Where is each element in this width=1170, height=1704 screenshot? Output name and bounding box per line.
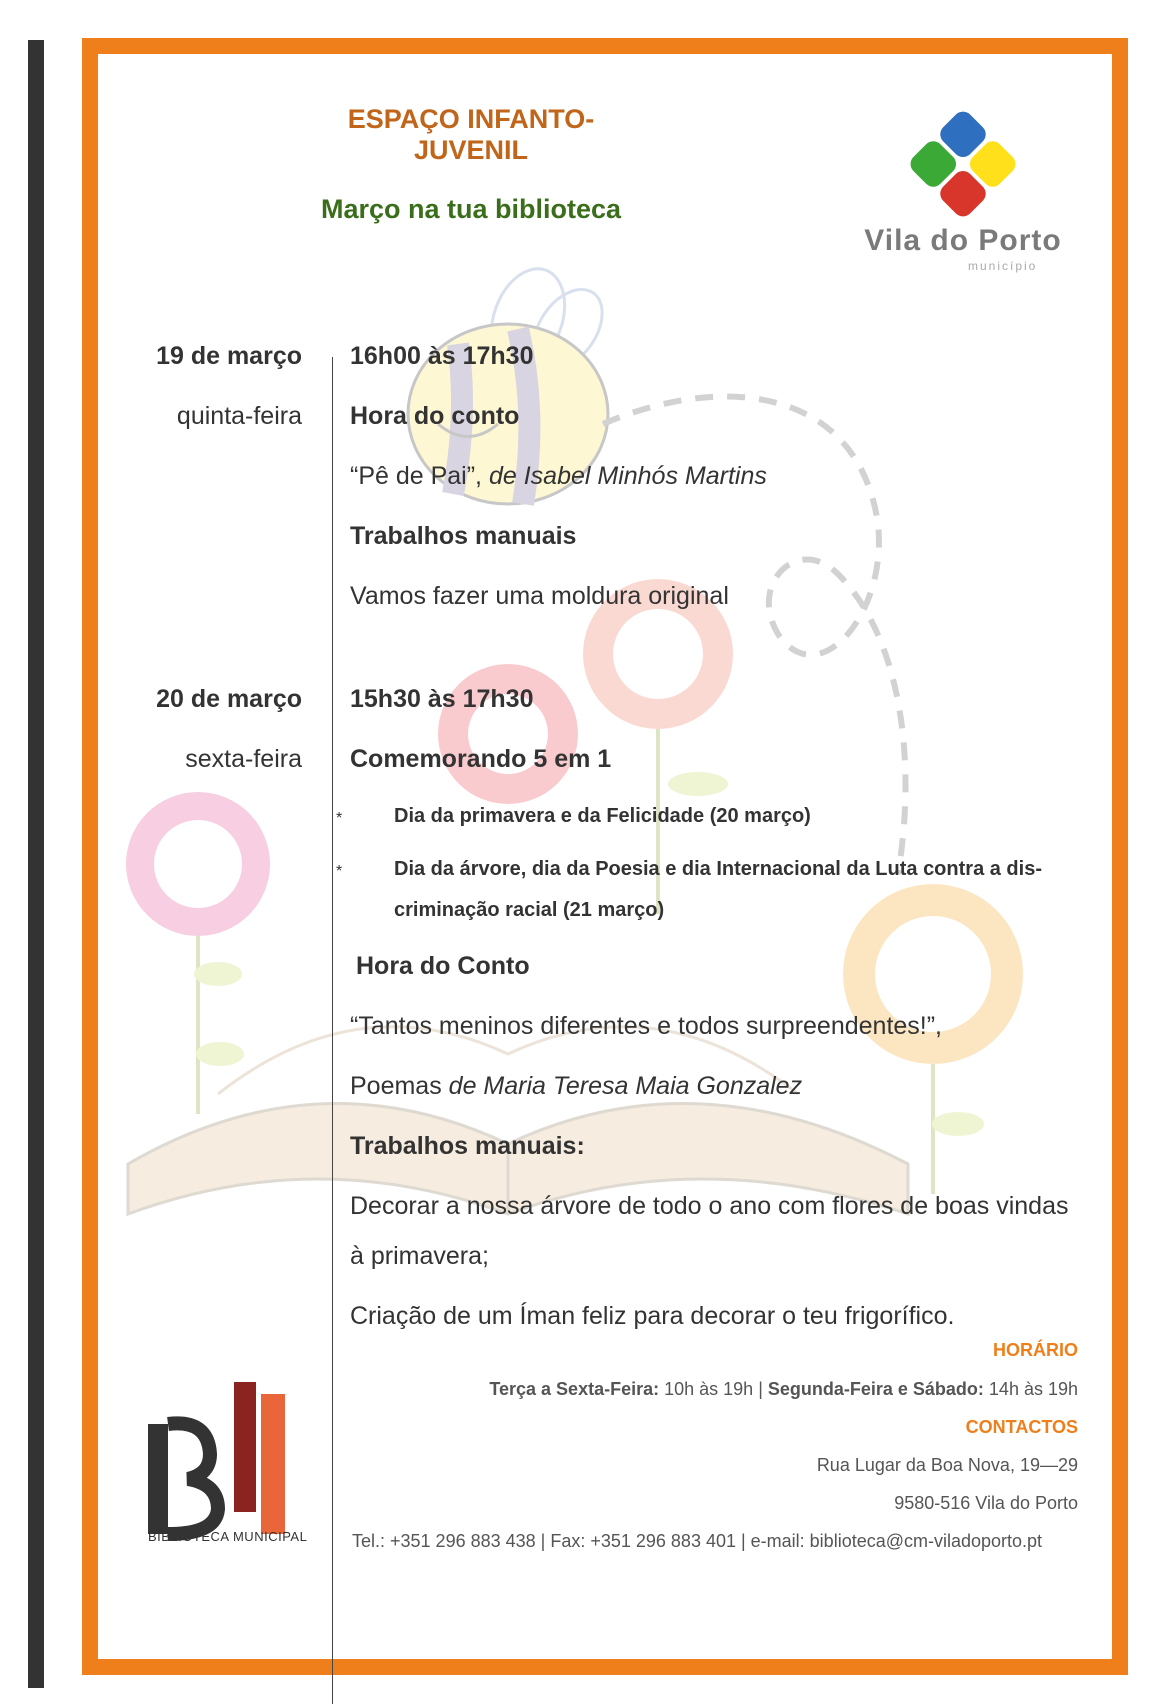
municipality-subtext: município xyxy=(968,259,1038,273)
event2-poems-author: de Maria Teresa Maia Gonzalez xyxy=(448,1072,803,1100)
library-logo-text: BIBLIOTECA MUNICIPAL xyxy=(148,1529,308,1544)
bullet-marker: * xyxy=(336,863,343,880)
event1-story-book xyxy=(350,462,767,491)
municipality-name: Vila do Porto xyxy=(864,224,1062,257)
event1-story-heading: Hora do conto xyxy=(350,402,520,430)
event2-poems-prefix: Poemas xyxy=(350,1072,449,1100)
left-edge-bar xyxy=(28,40,44,1688)
contacts-heading: CONTACTOS xyxy=(965,1417,1078,1437)
event2-time: 15h30 às 17h30 xyxy=(350,685,534,713)
flower-magenta-icon xyxy=(126,792,270,1114)
event1-crafts-text: Vamos fazer uma moldura original xyxy=(350,582,729,610)
event1-weekday: quinta-feira xyxy=(176,402,302,430)
event2-story-heading: Hora do Conto xyxy=(356,952,530,980)
biblioteca-logo-icon xyxy=(148,1374,308,1544)
event2-date: 20 de março xyxy=(156,685,302,713)
poster-frame xyxy=(82,38,1128,1675)
event1-story-author: de Isabel Minhós Martins xyxy=(482,462,767,490)
hours-label-1: Terça a Sexta-Feira: xyxy=(489,1379,660,1399)
event2-heading: Comemorando 5 em 1 xyxy=(350,745,612,773)
event2-crafts-heading: Trabalhos manuais: xyxy=(350,1132,585,1160)
address-line-2: 9580-516 Vila do Porto xyxy=(894,1493,1078,1513)
event2-poems xyxy=(350,1072,802,1101)
event2-bullet-1: Dia da primavera e da Felicidade (20 março) xyxy=(394,805,811,827)
event2-weekday: sexta-feira xyxy=(185,745,302,773)
event2-crafts-line-2: à primavera; xyxy=(350,1242,489,1270)
event1-date: 19 de março xyxy=(156,342,302,370)
event2-story-title: “Tantos meninos diferentes e todos surpreendentes!”, xyxy=(350,1012,943,1040)
section-title: ESPAÇO INFANTO-JUVENIL xyxy=(347,104,595,165)
hours-value-1: 10h às 19h | xyxy=(659,1379,768,1399)
event1-story-title: “Pê de Pai”, xyxy=(350,462,483,490)
open-book-icon xyxy=(128,1027,908,1214)
vila-do-porto-logo-icon xyxy=(853,94,1073,314)
event2-crafts-line-1: Decorar a nossa árvore de todo o ano com flores de boas vindas xyxy=(350,1192,1069,1220)
event2-bullet-2: Dia da árvore, dia da Poesia e dia Internacional da Luta contra a dis-criminação racial (21 março) xyxy=(394,858,1042,921)
hours-line xyxy=(489,1379,1078,1400)
event2-crafts-line-3: Criação de um Íman feliz para decorar o teu frigorífico. xyxy=(350,1302,955,1330)
event1-crafts-heading: Trabalhos manuais xyxy=(350,522,577,550)
hours-label-2: Segunda-Feira e Sábado: xyxy=(767,1379,984,1399)
month-subtitle: Março na tua biblioteca xyxy=(320,194,622,224)
bullet-marker: * xyxy=(336,810,343,827)
contacts-line: Tel.: +351 296 883 438 | Fax: +351 296 883 401 | e-mail: biblioteca@cm-viladoporto.pt xyxy=(352,1531,1043,1551)
event1-time: 16h00 às 17h30 xyxy=(350,342,534,370)
address-line-1: Rua Lugar da Boa Nova, 19—29 xyxy=(816,1455,1078,1475)
hours-heading: HORÁRIO xyxy=(993,1340,1078,1360)
hours-value-2: 14h às 19h xyxy=(983,1379,1078,1399)
column-divider xyxy=(332,357,333,1704)
